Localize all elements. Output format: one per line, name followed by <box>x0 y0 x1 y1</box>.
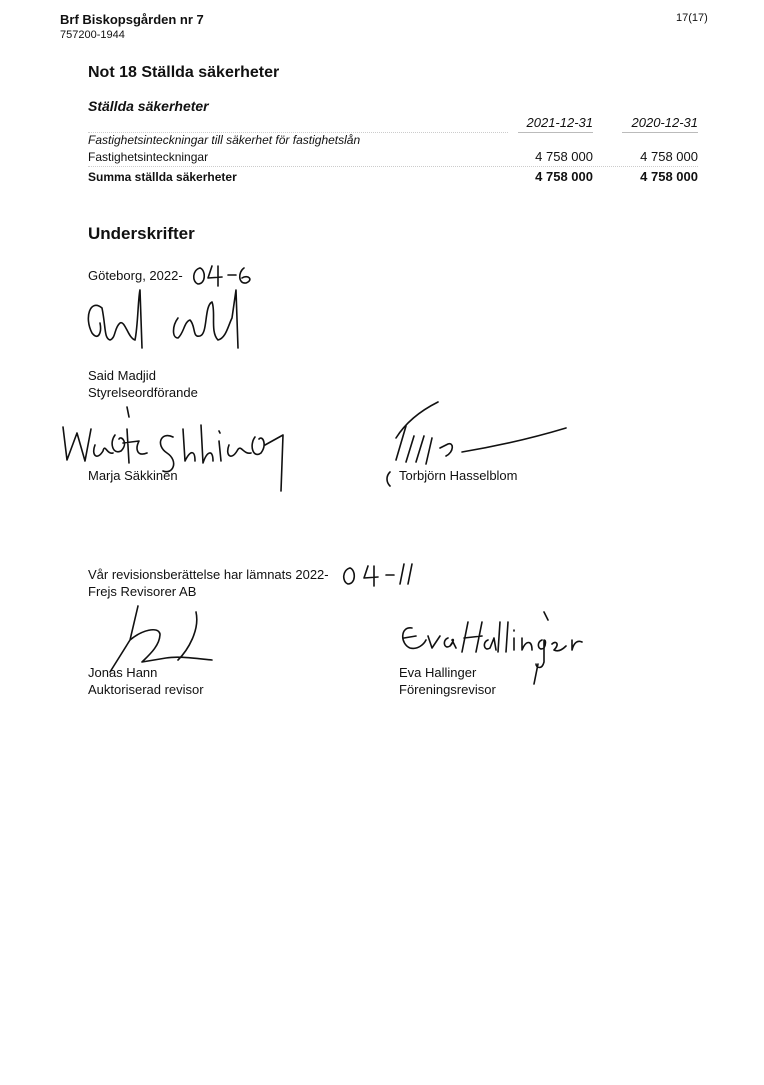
signer-name: Said Madjid <box>88 368 156 383</box>
signer-name: Marja Säkkinen <box>88 468 178 483</box>
column-header-2021: 2021-12-31 <box>526 115 593 130</box>
audit-statement <box>88 567 329 582</box>
auditor-role: Föreningsrevisor <box>399 682 496 697</box>
table-row-label-total: Summa ställda säkerheter <box>88 170 237 184</box>
auditor-role: Auktoriserad revisor <box>88 682 204 697</box>
table-cell-value: 4 758 000 <box>535 149 593 164</box>
table-row-label: Fastighetsinteckningar <box>88 150 209 164</box>
auditor-name: Jonas Hann <box>88 665 158 680</box>
table-cell-value: 4 758 000 <box>640 149 698 164</box>
place-date-prefix: Göteborg, 2022- <box>88 268 183 283</box>
row-rule <box>88 166 698 167</box>
organization-name: Brf Biskopsgården nr 7 <box>60 12 204 27</box>
organization-number: 757200-1944 <box>60 29 125 41</box>
column-rule <box>518 132 593 133</box>
signature-marja-sakkinen <box>55 405 305 505</box>
signer-name: Torbjörn Hasselblom <box>399 468 518 483</box>
column-header-2020: 2020-12-31 <box>631 115 698 130</box>
page-number: 17(17) <box>676 12 708 24</box>
signer-role: Styrelseordförande <box>88 385 198 400</box>
section-title: Ställda säkerheter <box>88 98 209 114</box>
auditor-name: Eva Hallinger <box>399 665 477 680</box>
audit-statement-prefix: Vår revisionsberättelse har lämnats 2022- <box>88 567 329 582</box>
audit-firm: Frejs Revisorer AB <box>88 584 197 599</box>
column-rule <box>622 132 698 133</box>
handwritten-audit-date <box>340 558 420 588</box>
table-row-label: Fastighetsinteckningar till säkerhet för fastighetslån <box>88 133 361 147</box>
table-cell-total: 4 758 000 <box>535 169 593 184</box>
signatures-title: Underskrifter <box>88 224 195 243</box>
signature-said-madjid <box>80 278 250 353</box>
table-cell-total: 4 758 000 <box>640 169 698 184</box>
note-title: Not 18 Ställda säkerheter <box>88 64 280 81</box>
